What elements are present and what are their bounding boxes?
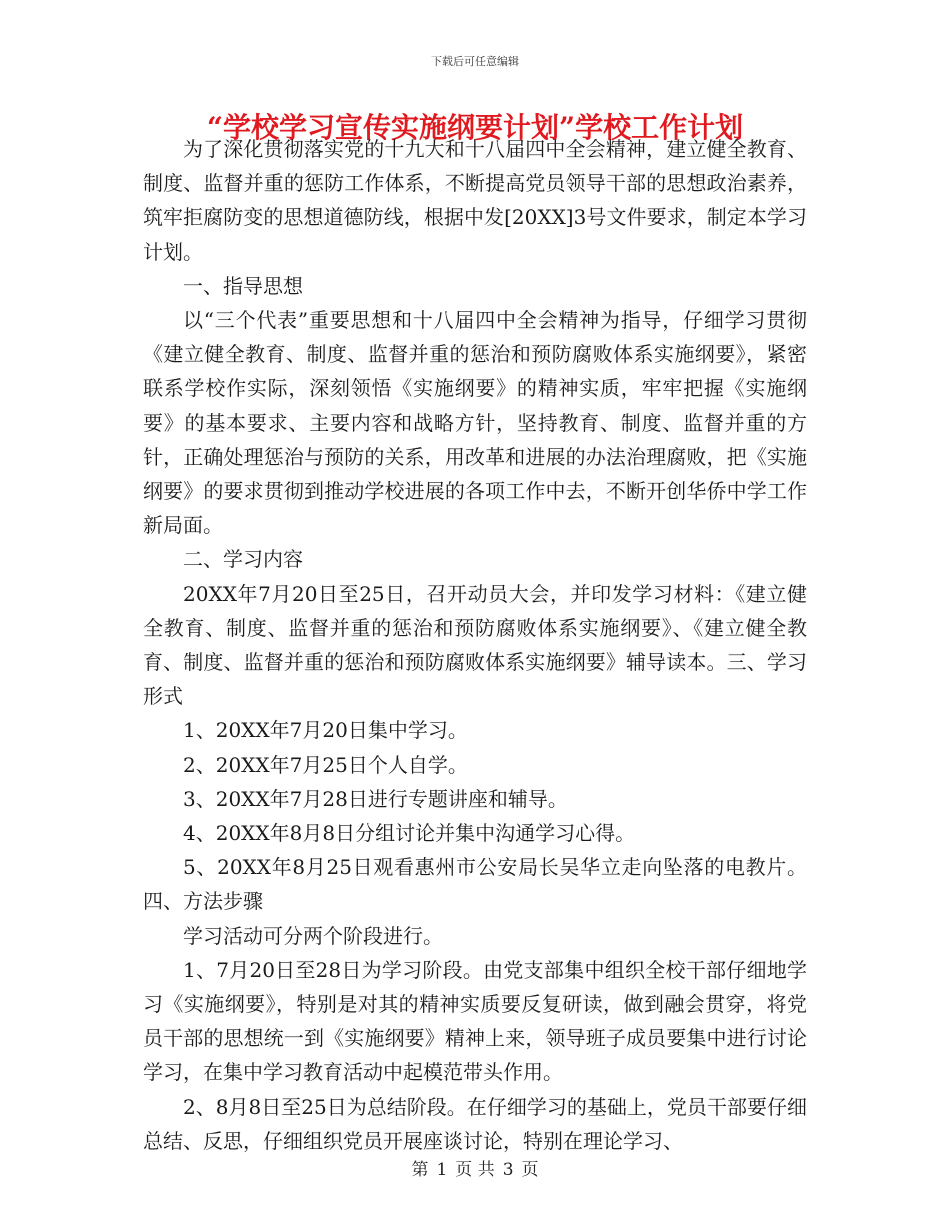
paragraph-intro: 为了深化贯彻落实党的十九大和十八届四中全会精神，建立健全教育、制度、监督并重的惩防工作体系，不断提高党员领导干部的思想政治素养，筑牢拒腐防变的思想道德防线，根据中发[20XX]3号文件要求，制定本学习计划。 [143, 137, 807, 264]
footer-prefix: 第 [411, 1160, 429, 1180]
list-item: 3、20XX年7月28日进行专题讲座和辅导。 [183, 786, 568, 811]
paragraph-stage-one: 1、7月20日至28日为学习阶段。由党支部集中组织全校干部仔细地学习《实施纲要》，特别是对其的精神实质要反复研读，做到融会贯穿，将党员干部的思想统一到《实施纲要》精神上来，领导班子成员要集中进行讨论学习，在集中学习教育活动中起模范带头作用。 [143, 957, 807, 1085]
list-item: 4、20XX年8月8日分组讨论并集中沟通学习心得。 [183, 821, 636, 846]
header-note: 下载后可任意编辑 [431, 55, 519, 68]
paragraph-study-content: 20XX年7月20日至25日，召开动员大会，并印发学习材料：《建立健全教育、制度、监督并重的惩治和预防腐败体系实施纲要》、《建立健全教育、制度、监督并重的惩治和预防腐败体系实施纲要》辅导读本。三、学习形式 [143, 581, 807, 709]
footer-suffix: 页 [521, 1160, 539, 1180]
list-item: 2、20XX年7月25日个人自学。 [183, 752, 468, 777]
paragraph-stages-intro: 学习活动可分两个阶段进行。 [183, 923, 443, 948]
paragraph-guiding-thought: 以“三个代表”重要思想和十八届四中全会精神为指导，仔细学习贯彻《建立健全教育、制度、监督并重的惩治和预防腐败体系实施纲要》，紧密联系学校作实际，深刻领悟《实施纲要》的精神实质，牢牢把握《实施纲要》的基本要求、主要内容和战略方针，坚持教育、制度、监督并重的方针，正确处理惩治与预防的关系，用改革和进展的办法治理腐败，把《实施纲要》的要求贯彻到推动学校进展的各项工作中去，不断开创华侨中学工作新局面。 [143, 308, 807, 538]
page-footer [0, 1155, 950, 1180]
total-pages: 3 [502, 1160, 514, 1180]
list-item: 1、20XX年7月20日集中学习。 [183, 718, 468, 743]
section-heading-guiding-thought: 一、指导思想 [183, 273, 303, 298]
page-number: 1 [436, 1160, 448, 1180]
section-heading-study-content: 二、学习内容 [183, 547, 303, 572]
document-body [143, 132, 807, 1158]
list-item: 5、20XX年8月25日观看惠州市公安局长吴华立走向坠落的电教片。四、方法步骤 [143, 855, 807, 914]
footer-middle: 页 共 [455, 1160, 495, 1180]
paragraph-stage-two: 2、8月8日至25日为总结阶段。在仔细学习的基础上，党员干部要仔细总结、反思，仔细组织党员开展座谈讨论，特别在理论学习、 [143, 1094, 807, 1153]
document-title: “学校学习宣传实施纲要计划”学校工作计划 [206, 111, 744, 144]
